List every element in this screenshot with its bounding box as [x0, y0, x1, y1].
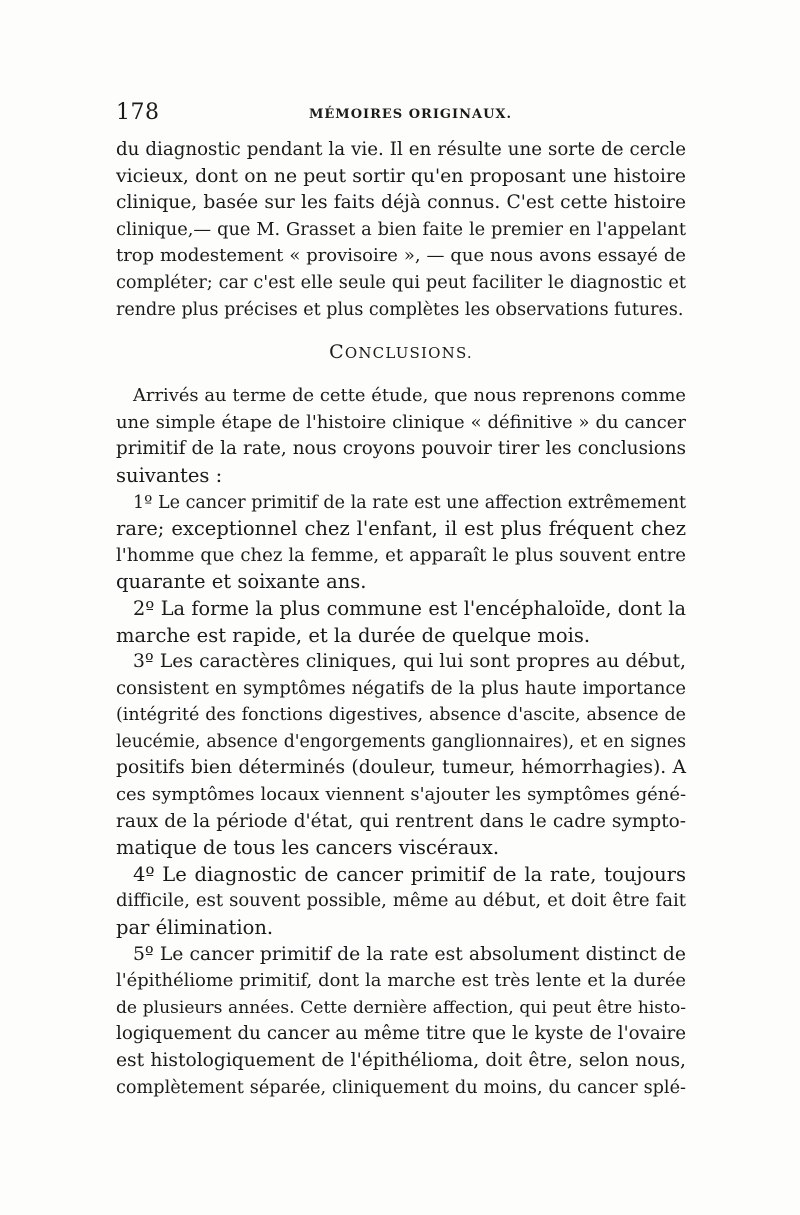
text-line: 1º Le cancer primitif de la rate est une affection extrêmement	[133, 492, 686, 513]
text-line: matique de tous les cancers viscéraux.	[116, 836, 500, 860]
conclusion-item-4	[116, 862, 686, 942]
text-line: une simple étape de l'histoire clinique « définitive » du cancer	[116, 411, 686, 433]
text-line: primitif de la rate, nous croyons pouvoir tirer les conclusions	[116, 438, 686, 460]
section-title-conclusions	[116, 339, 686, 365]
text-line: compléter; car c'est elle seule qui peut faciliter le diagnostic et	[116, 272, 686, 293]
intro-paragraph	[116, 383, 686, 489]
text-line: par élimination.	[116, 916, 274, 940]
text-line: est histologiquement de l'épithélioma, doit être, selon nous,	[116, 1050, 686, 1071]
text-line: rendre plus précises et plus complètes les observations futures.	[116, 299, 684, 320]
text-line: du diagnostic pendant la vie. Il en résulte une sorte de cercle	[116, 139, 686, 160]
text-line: quarante et soixante ans.	[116, 570, 367, 594]
text-line: clinique,— que M. Grasset a bien faite le premier en l'appelant	[116, 218, 686, 240]
text-line: trop modestement « provisoire », — que nous avons essayé de	[116, 245, 686, 267]
text-line: logiquement du cancer au même titre que le kyste de l'ovaire	[116, 1023, 686, 1045]
text-line: Arrivés au terme de cette étude, que nous reprenons comme	[133, 385, 686, 407]
conclusion-item-2	[116, 596, 686, 649]
text-line: marche est rapide, et la durée de quelque mois.	[116, 623, 591, 647]
running-head: MÉMOIRES ORIGINAUX.	[309, 107, 513, 122]
page-body	[116, 137, 686, 1101]
page-number: 178	[116, 100, 160, 125]
conclusion-item-5	[116, 942, 686, 1102]
paragraph-continued	[116, 137, 686, 323]
text-line: consistent en symptômes négatifs de la plus haute importance	[116, 677, 686, 699]
conclusion-item-1	[116, 490, 686, 596]
text-line: complètement séparée, cliniquement du moins, du cancer splé-	[116, 1077, 686, 1098]
text-line: clinique, basée sur les faits déjà connus. C'est cette histoire	[116, 192, 686, 214]
text-line: positifs bien déterminés (douleur, tumeur, hémorrhagies). A	[116, 757, 686, 779]
text-line: 3º Les caractères cliniques, qui lui sont propres au début,	[133, 651, 686, 673]
text-line: 4º Le diagnostic de cancer primitif de la rate, toujours	[133, 862, 686, 886]
section-title-initial: C	[329, 341, 345, 364]
section-title-rest: ONCLUSIONS.	[344, 344, 473, 363]
text-line: l'épithéliome primitif, dont la marche est très lente et la durée	[116, 970, 686, 992]
text-line: 2º La forme la plus commune est l'encéphaloïde, dont la	[133, 596, 686, 620]
text-line: difficile, est souvent possible, même au début, et doit être fait	[116, 890, 686, 912]
text-line: vicieux, dont on ne peut sortir qu'en proposant une histoire	[116, 165, 686, 187]
text-line: leucémie, absence d'engorgements ganglionnaires), et en signes	[116, 731, 686, 752]
page-header	[116, 100, 686, 130]
text-line: ces symptômes locaux viennent s'ajouter les symptômes géné-	[116, 784, 686, 806]
text-line: 5º Le cancer primitif de la rate est absolument distinct de	[133, 943, 686, 965]
text-line: rare; exceptionnel chez l'enfant, il est plus fréquent chez	[116, 517, 686, 541]
text-line: l'homme que chez la femme, et apparaît le plus souvent entre	[116, 544, 686, 566]
text-line: suivantes :	[116, 463, 223, 487]
conclusion-item-3	[116, 649, 686, 862]
text-line: (intégrité des fonctions digestives, absence d'ascite, absence de	[116, 705, 686, 726]
text-line: de plusieurs années. Cette dernière affection, qui peut être histo-	[116, 997, 686, 1018]
text-line: raux de la période d'état, qui rentrent dans le cadre sympto-	[116, 810, 686, 832]
